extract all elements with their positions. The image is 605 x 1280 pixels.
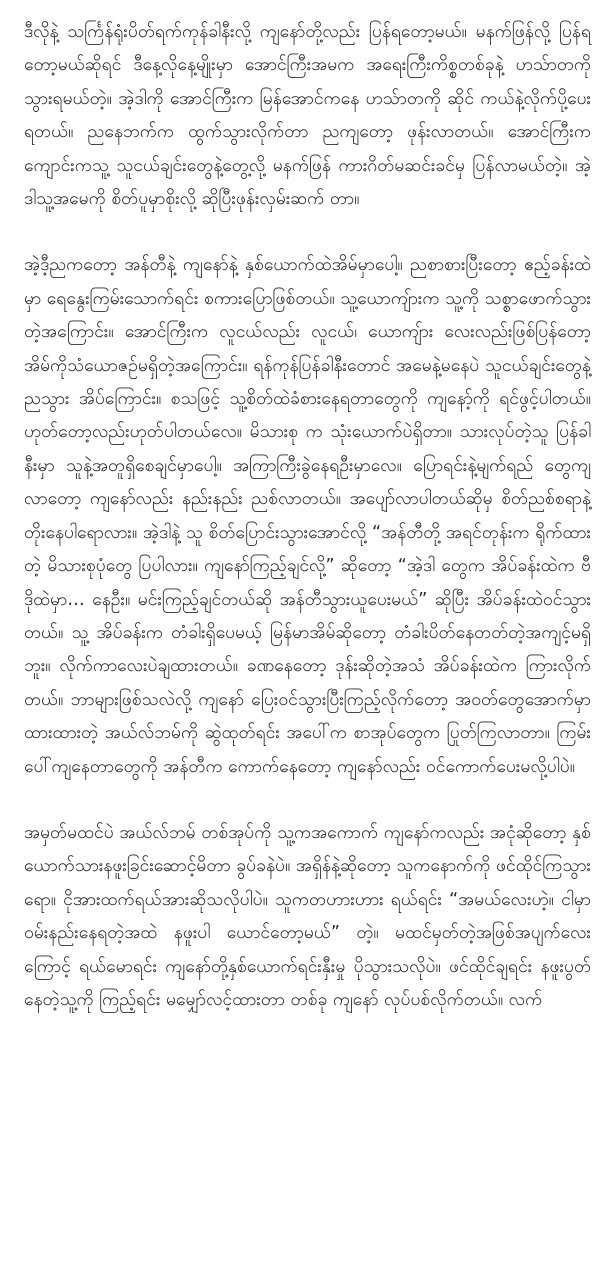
paragraph-1: ဒီလိုနဲ့ သင်္ကြန်ရုံးပိတ်ရက်ကုန်ခါနီးလို့ ကျနော်တို့လည်း ပြန်ရတော့မယ်။ မနက်ဖြန်လို့ ပြန်ရတော့မယ်ဆိုရင် ဒီနေ့လိုနေ့မျိုးမှာ အောင်ကြီးအမက အရေးကြီးကိစ္စတစ်ခုနဲ့ ဟသ်ာတကိုသွားရမယ်တဲ့။ အဲ့ဒါကို အောင်ကြီးက မြန်အောင်ကနေ ဟသ်ာတကို ဆိုင် ကယ်နဲ့လိုက်ပို့ပေးရတယ်။ ညနေဘက်က ထွက်သွားလိုက်တာ ညကျတော့ ဖုန်းလာတယ်။ အောင်ကြီးက ကျောင်းကသူ့ သူငယ်ချင်းတွေနဲ့တွေ့လို့ မနက်ဖြန် ကားဂိတ်မဆင်းခင်မှ ပြန်လာမယ်တဲ့။ အဲ့ဒါသူ့အမေကို စိတ်ပူမှာစိုးလို့ ဆိုပြီးဖုန်းလှမ်းဆက် တာ။ xyxy=(24,22,591,210)
paragraph-2: အဲ့ဒီ့ညကတော့ အန်တီနဲ့ ကျနော်နဲ့ နှစ်ယောက်ထဲအိမ်မှာပေါ့။ ညစာစားပြီးတော့ ဧည့်ခန်းထဲမှာ ရေနွေးကြမ်းသောက်ရင်း စကားပြောဖြစ်တယ်။ သူ့ယောကျ်ားက သူ့ကို သစ္စာဖောက်သွားတဲ့အကြောင်း။ အောင်ကြီးက လူငယ်လည်း လူငယ်၊ ယောကျ်ား လေးလည်းဖြစ်ပြန်တော့ အိမ်ကိုသံယောဇဉ်မရှိတဲ့အကြောင်း။ ရန်ကုန်ပြန်ခါနီးတောင် အမေနဲ့မနေပဲ သူငယ်ချင်းတွေနဲ့ ညသွား အိပ်ကြောင်း။ စသဖြင့် သူ့စိတ်ထဲခံစားနေရတာတွေကို ကျနော့်ကို ရင်ဖွင့်ပါတယ်။ ဟုတ်တော့လည်းဟုတ်ပါတယ်လေ။ မိသားစု က သုံးယောက်ပဲရှိတာ။ သားလုပ်တဲ့သူ ပြန်ခါနီးမှာ သူနဲ့အတူရှိစေချင်မှာပေါ့။ အကြာကြီးခွဲနေရဦးမှာလေ။ ပြောရင်းနဲ့မျက်ရည် တွေကျလာတော့ ကျနော်လည်း နည်းနည်း ညစ်လာတယ်။ အပျော်လာပါတယ်ဆိုမှ စိတ်ညစ်စရာနဲ့တိုးနေပါရောလား။ အဲ့ဒါနဲ့ သူ စိတ်ပြောင်းသွားအောင်လို့ “အန်တီတို့ အရင်တုန်းက ရိုက်ထားတဲ့ မိသားစုပုံတွေ ပြပါလား။ ကျနော်ကြည့်ချင်လို့” ဆိုတော့ “အဲ့ဒါ တွေက အိပ်ခန်းထဲက ဗီဒိုထဲမှာ… နေဦး။ မင်းကြည့်ချင်တယ်ဆို အန်တီသွားယူပေးမယ်” ဆိုပြီး အိပ်ခန်းထဲဝင်သွားတယ်။ သူ့ အိပ်ခန်းက တံခါးရှိပေမယ့် မြန်မာအိမ်ဆိုတော့ တံခါးပိတ်နေတတ်တဲ့အကျင့်မရှိဘူး။ လိုက်ကာလေးပဲချထားတယ်။ ခဏနေတော့ ဒုန်းဆိုတဲ့အသံ အိပ်ခန်းထဲက ကြားလိုက်တယ်။ ဘာများဖြစ်သလဲလို့ ကျနော် ပြေးဝင်သွားပြီးကြည့်လိုက်တော့ အဝတ်တွေအောက်မှာ ထားထားတဲ့ အယ်လ်ဘမ်ကို ဆွဲထုတ်ရင်း အပေါ်က စာအုပ်တွေက ပြုတ်ကြလာတာ။ ကြမ်းပေါ်ကျနေတာတွေကို အန်တီက ကောက်နေတော့ ကျနော်လည်း ဝင်ကောက်ပေးမလို့ပါပဲ။ xyxy=(24,255,591,777)
paragraph-3: အမှတ်မထင်ပဲ အယ်လ်ဘမ် တစ်အုပ်ကို သူ့ကအကောက် ကျနော်ကလည်း အငုံဆိုတော့ နှစ်ယောက်သားနဖူးခြင်းဆောင့်မိတာ ခွပ်ခနဲပဲ။ အရှိန်နဲ့ဆိုတော့ သူကနောက်ကို ဖင်ထိုင်ကြသွားရော။ ငိုအားထက်ရယ်အားဆိုသလိုပါပဲ။ သူကတဟားဟား ရယ်ရင်း “အမယ်လေးဟဲ့။ ငါမှာ ဝမ်းနည်းနေရတဲ့အထဲ နဖူးပါ ယောင်တော့မယ်” တဲ့။ မထင်မှတ်တဲ့အဖြစ်အပျက်လေးကြောင့် ရယ်မောရင်း ကျနော်တို့နှစ်ယောက်ရင်းနှီးမှု ပိုသွားသလိုပဲ။ ဖင်ထိုင်ချရင်း နဖူးပွတ်နေတဲ့သူ့ကို ကြည့်ရင်း မမျှော်လင့်ထားတာ တစ်ခု ကျနော် လုပ်ပစ်လိုက်တယ်။ လက် xyxy=(24,822,591,1010)
